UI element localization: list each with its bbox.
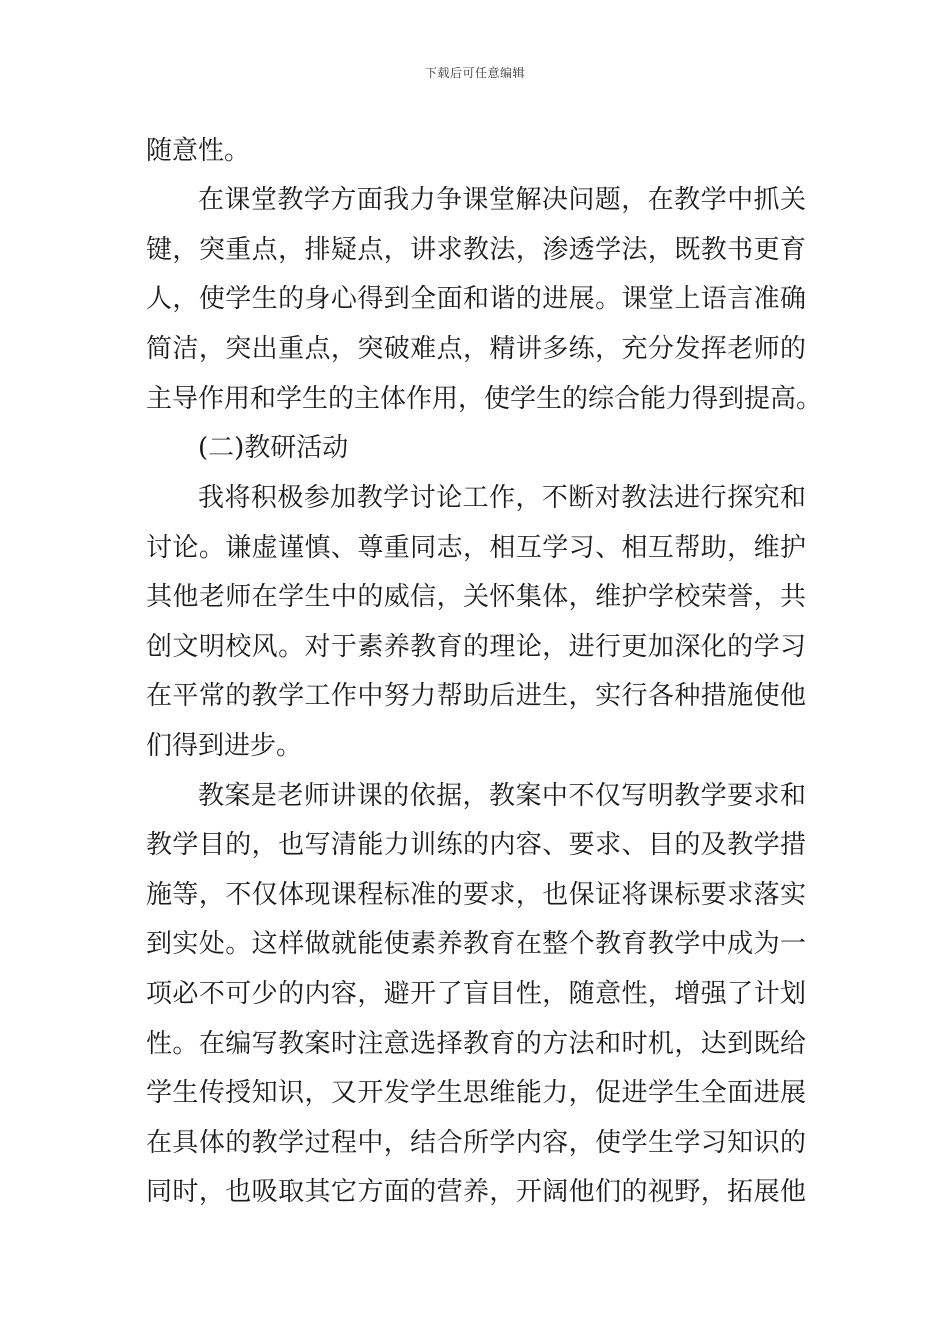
text-line: 教案是老师讲课的依据，教案中不仅写明教学要求和 [198, 781, 806, 811]
text-line: 在具体的教学过程中，结合所学内容，使学生学习知识的 [146, 1128, 806, 1158]
text-line: 到实处。这样做就能使素养教育在整个教育教学中成为一 [146, 929, 806, 959]
text-line: 其他老师在学生中的威信，关怀集体，维护学校荣誉，共 [146, 582, 806, 612]
text-line: 教学目的，也写清能力训练的内容、要求、目的及教学措 [146, 830, 806, 860]
text-line: 人，使学生的身心得到全面和谐的进展。课堂上语言准确 [146, 284, 806, 314]
text-line: 键，突重点，排疑点，讲求教法，渗透学法，既教书更育 [146, 235, 806, 265]
text-line: 施等，不仅体现课程标准的要求，也保证将课标要求落实 [146, 880, 806, 910]
section-heading: (二)教研活动 [198, 433, 349, 463]
text-line: 讨论。谦虚谨慎、尊重同志，相互学习、相互帮助，维护 [146, 533, 806, 563]
text-line: 主导作用和学生的主体作用，使学生的综合能力得到提高。 [146, 384, 823, 414]
text-line: 在平常的教学工作中努力帮助后进生，实行各种措施使他 [146, 681, 806, 711]
text-line: 在课堂教学方面我力争课堂解决问题，在教学中抓关 [198, 185, 806, 215]
text-line: 创文明校风。对于素养教育的理论，进行更加深化的学习 [146, 632, 806, 662]
text-line: 学生传授知识，又开发学生思维能力，促进学生全面进展 [146, 1078, 806, 1108]
page-header: 下载后可任意编辑 [424, 66, 525, 80]
text-line: 们得到进步。 [146, 731, 303, 761]
text-line: 项必不可少的内容，避开了盲目性，随意性，增强了计划 [146, 979, 806, 1009]
text-line: 简洁，突出重点，突破难点，精讲多练，充分发挥老师的 [146, 334, 806, 364]
text-line: 性。在编写教案时注意选择教育的方法和时机，达到既给 [146, 1029, 806, 1059]
text-line: 同时，也吸取其它方面的营养，开阔他们的视野，拓展他 [146, 1177, 806, 1207]
text-line: 我将积极参加教学讨论工作，不断对教法进行探究和 [198, 483, 806, 513]
text-line: 随意性。 [146, 136, 251, 166]
